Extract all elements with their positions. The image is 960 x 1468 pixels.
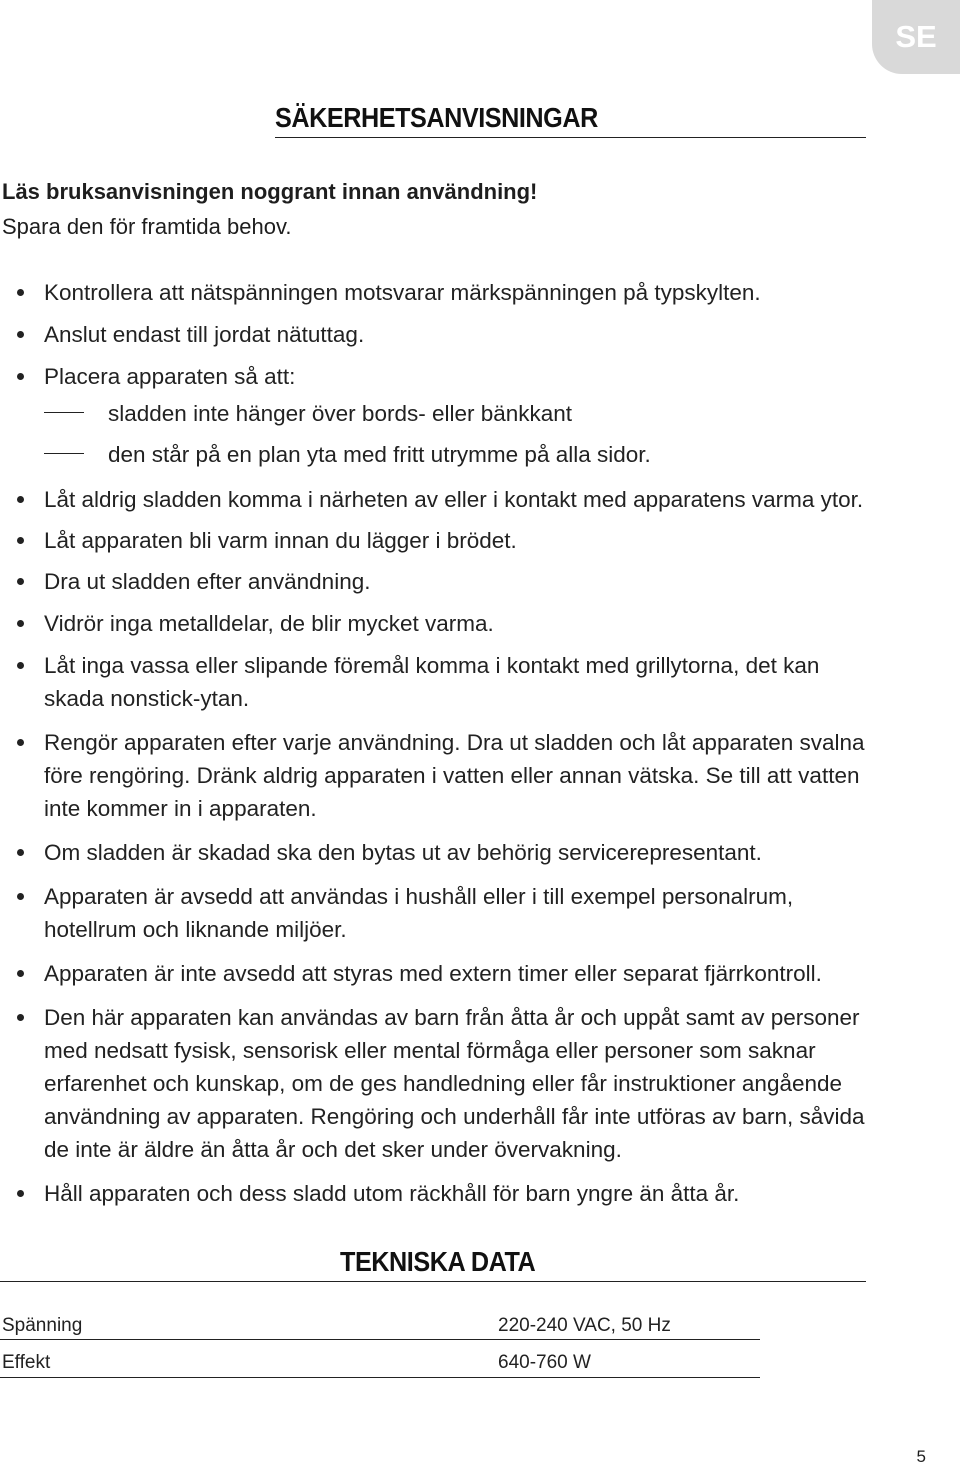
bullet-item <box>0 524 880 557</box>
sub-list <box>44 393 880 475</box>
tech-row-divider <box>0 1339 760 1340</box>
bullet-icon <box>17 1190 24 1197</box>
tech-divider <box>0 1281 866 1282</box>
tech-row-divider <box>0 1377 760 1378</box>
sub-item <box>44 434 880 475</box>
bullet-text: Den här apparaten kan användas av barn från åtta år och uppåt samt av personer med nedsatt fysisk, sensorisk eller mental förmåga eller personer som saknar erfarenhet och kunskap, om de ges handledning eller får instruktioner angående användning av apparaten. Rengöring och underhåll får inte utföras av barn, såvida de inte är äldre än åtta år och det sker under övervakning. <box>44 1005 865 1162</box>
bullet-text: Låt inga vassa eller slipande föremål komma i kontakt med grillytorna, det kan skada nonstick-ytan. <box>44 653 820 711</box>
title-divider <box>275 137 866 138</box>
bullet-item <box>0 360 880 475</box>
bullet-item <box>0 836 880 869</box>
sub-item-text: den står på en plan yta med fritt utrymme på alla sidor. <box>108 442 651 467</box>
bullet-item <box>0 607 880 640</box>
sub-item-text: sladden inte hänger över bords- eller bänkkant <box>108 401 573 426</box>
bullet-item <box>0 957 880 990</box>
bullet-text: Apparaten är avsedd att användas i hushåll eller i till exempel personalrum, hotellrum och liknande miljöer. <box>44 884 794 942</box>
bullet-icon <box>17 662 24 669</box>
bullet-icon <box>17 970 24 977</box>
bullet-icon <box>17 893 24 900</box>
bullet-item <box>0 1001 880 1166</box>
page-number: 5 <box>916 1447 926 1466</box>
bullet-text: Kontrollera att nätspänningen motsvarar märkspänningen på typskylten. <box>44 280 761 305</box>
bullet-text: Låt aldrig sladden komma i närheten av eller i kontakt med apparatens varma ytor. <box>44 487 864 512</box>
bullet-item <box>0 1177 880 1210</box>
bullet-text: Vidrör inga metalldelar, de blir mycket varma. <box>44 611 494 636</box>
safety-title: SÄKERHETSANVISNINGAR <box>275 102 598 133</box>
tech-label-voltage: Spänning <box>2 1315 83 1336</box>
bullet-icon <box>17 849 24 856</box>
tech-value-voltage: 220-240 VAC, 50 Hz <box>498 1315 671 1336</box>
bullet-item <box>0 649 880 715</box>
bullet-icon <box>17 620 24 627</box>
bullet-icon <box>17 289 24 296</box>
bullet-text: Anslut endast till jordat nätuttag. <box>44 322 365 347</box>
bullet-item <box>0 880 880 946</box>
bullet-icon <box>17 537 24 544</box>
bullet-text: Dra ut sladden efter användning. <box>44 569 371 594</box>
intro-keep-note: Spara den för framtida behov. <box>2 214 292 239</box>
tech-value-power: 640-760 W <box>498 1352 591 1373</box>
bullet-item <box>0 276 880 309</box>
intro-warning: Läs bruksanvisningen noggrant innan användning! <box>2 179 538 204</box>
bullet-text: Håll apparaten och dess sladd utom räckhåll för barn yngre än åtta år. <box>44 1181 740 1206</box>
bullet-item <box>0 565 880 598</box>
bullet-icon <box>17 739 24 746</box>
tech-label-power: Effekt <box>2 1352 51 1373</box>
bullet-icon <box>17 578 24 585</box>
bullet-text: Om sladden är skadad ska den bytas ut av behörig servicerepresentant. <box>44 840 762 865</box>
bullet-text: Rengör apparaten efter varje användning. Dra ut sladden och låt apparaten svalna före rengöring. Dränk aldrig apparaten i vatten eller annan vätska. Se till att vatten inte kommer in i apparaten. <box>44 730 865 821</box>
bullet-text: Apparaten är inte avsedd att styras med extern timer eller separat fjärrkontroll. <box>44 961 822 986</box>
bullet-text: Placera apparaten så att: <box>44 364 296 389</box>
bullet-item <box>0 726 880 825</box>
bullet-text: Låt apparaten bli varm innan du lägger i brödet. <box>44 528 517 553</box>
bullet-item <box>0 318 880 351</box>
dash-icon <box>44 453 84 454</box>
bullet-icon <box>17 1014 24 1021</box>
sub-item <box>44 393 880 434</box>
bullet-item <box>0 483 880 516</box>
language-tab: SE <box>872 0 960 74</box>
dash-icon <box>44 412 84 413</box>
safety-list <box>0 276 880 1210</box>
bullet-icon <box>17 373 24 380</box>
bullet-icon <box>17 496 24 503</box>
bullet-icon <box>17 331 24 338</box>
intro-text <box>2 174 537 244</box>
tech-title: TEKNISKA DATA <box>340 1246 536 1277</box>
